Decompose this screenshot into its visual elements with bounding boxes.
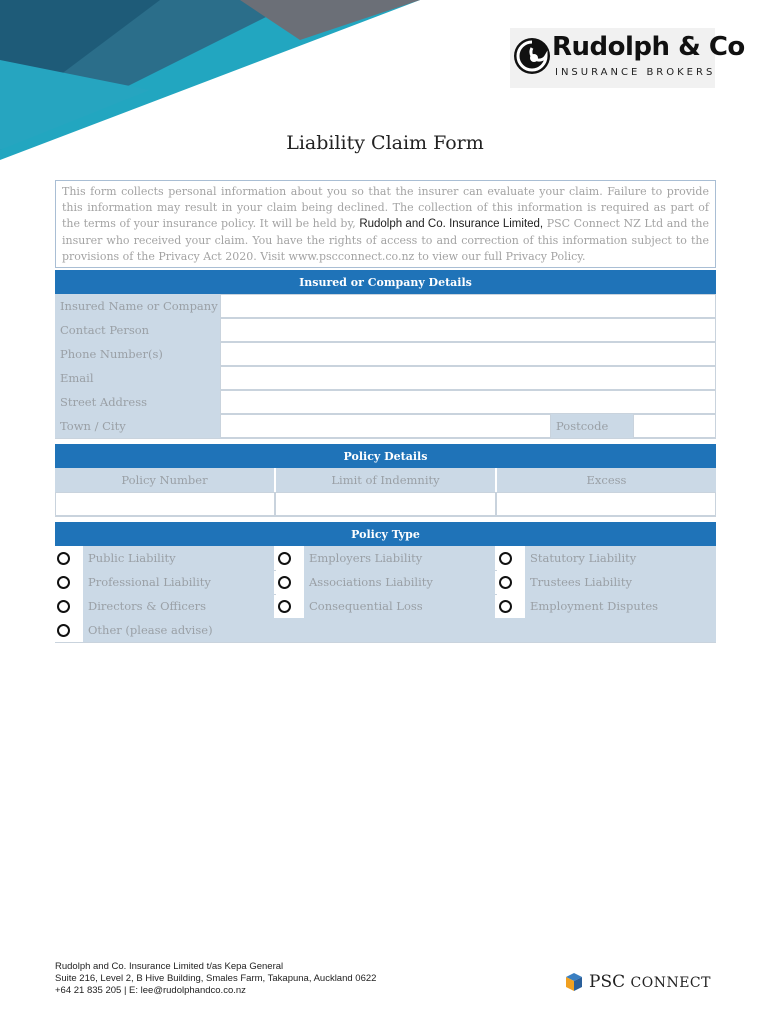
street-address-field[interactable]: [220, 390, 716, 414]
option-other[interactable]: [55, 618, 716, 642]
option-label: Directors & Officers: [88, 599, 207, 613]
privacy-text-after: PSC Connect NZ Ltd and the insurer who received your claim. You have the rights of access to and correction of this information subject to the provisions of the Privacy Act 2020. Visit www.pscconnect.co.nz to view our full Privacy Policy.: [62, 217, 710, 263]
email-row: [55, 366, 716, 391]
policy-type-row: [55, 594, 716, 619]
option-label: Employment Disputes: [530, 599, 659, 613]
option-professional-liability[interactable]: [55, 570, 274, 594]
radio-icon[interactable]: [499, 576, 512, 589]
option-label: Statutory Liability: [530, 551, 637, 565]
town-field[interactable]: [220, 414, 551, 438]
option-label: Trustees Liability: [530, 575, 632, 589]
option-label: Employers Liability: [309, 551, 423, 565]
option-statutory-liability[interactable]: [497, 546, 716, 570]
option-trustees-liability[interactable]: [497, 570, 716, 594]
email-field[interactable]: [220, 366, 716, 390]
radio-icon[interactable]: [278, 576, 291, 589]
option-label: Associations Liability: [309, 575, 433, 589]
radio-icon[interactable]: [57, 576, 70, 589]
radio-icon[interactable]: [499, 600, 512, 613]
option-label: Professional Liability: [88, 575, 211, 589]
footer-line: Suite 216, Level 2, B Hive Building, Smales Farm, Takapuna, Auckland 0622: [55, 973, 377, 984]
policy-details-header: Policy Details: [55, 444, 716, 468]
option-employment-disputes[interactable]: [497, 594, 716, 618]
option-label: Other (please advise): [88, 623, 213, 637]
radio-icon[interactable]: [278, 552, 291, 565]
radio-icon[interactable]: [57, 600, 70, 613]
option-employers-liability[interactable]: [276, 546, 495, 570]
psc-brand: PSC: [589, 972, 626, 992]
option-label: Public Liability: [88, 551, 176, 565]
option-label: Consequential Loss: [309, 599, 423, 613]
policy-number-label: Policy Number: [55, 468, 274, 492]
policy-type-row: [55, 618, 716, 643]
contact-person-label: Contact Person: [55, 318, 220, 342]
rudolph-logo: [510, 28, 745, 88]
swirl-icon: [512, 36, 552, 76]
footer-line: Rudolph and Co. Insurance Limited t/as Kepa General: [55, 961, 284, 972]
option-consequential-loss[interactable]: [276, 594, 495, 618]
policy-type-row: [55, 570, 716, 595]
cube-icon: [565, 972, 583, 992]
phone-label: Phone Number(s): [55, 342, 220, 366]
logo-name: Rudolph & Co: [552, 32, 745, 62]
street-address-label: Street Address: [55, 390, 220, 414]
insurer-name: Rudolph and Co. Insurance Limited,: [359, 218, 544, 231]
insured-name-row: [55, 294, 716, 319]
excess-label: Excess: [497, 468, 716, 492]
option-public-liability[interactable]: [55, 546, 274, 570]
psc-word: CONNECT: [630, 975, 711, 991]
option-associations-liability[interactable]: [276, 570, 495, 594]
option-directors-officers[interactable]: [55, 594, 274, 618]
policy-details-columns: [55, 468, 716, 493]
logo-subtitle: INSURANCE BROKERS: [555, 67, 716, 78]
footer-line: +64 21 835 205 | E: lee@rudolphandco.co.nz: [55, 985, 246, 996]
privacy-notice: [55, 180, 716, 268]
contact-person-field[interactable]: [220, 318, 716, 342]
policy-number-field[interactable]: [55, 492, 275, 516]
radio-icon[interactable]: [499, 552, 512, 565]
limit-of-indemnity-field[interactable]: [275, 492, 496, 516]
privacy-text-before: This form collects personal information about you so that the insurer can evaluate your claim. Failure to provide this information may result in your claim being declined. The collection of this information is required as part of the terms of your insurance policy. It will be held by,: [62, 185, 709, 231]
policy-type-header: Policy Type: [55, 522, 716, 546]
limit-of-indemnity-label: Limit of Indemnity: [276, 468, 495, 492]
phone-field[interactable]: [220, 342, 716, 366]
radio-icon[interactable]: [278, 600, 291, 613]
page-title: Liability Claim Form: [286, 132, 484, 154]
street-address-row: [55, 390, 716, 415]
town-label: Town / City: [55, 414, 220, 438]
excess-field[interactable]: [496, 492, 716, 516]
radio-icon[interactable]: [57, 552, 70, 565]
insured-name-label: Insured Name or Company: [55, 294, 220, 318]
postcode-label: Postcode: [551, 414, 633, 438]
radio-icon[interactable]: [57, 624, 70, 637]
postcode-field[interactable]: [633, 414, 716, 438]
contact-person-row: [55, 318, 716, 343]
policy-details-values: [55, 492, 716, 517]
town-row: [55, 414, 716, 439]
phone-row: [55, 342, 716, 367]
email-label: Email: [55, 366, 220, 390]
insured-section-header: Insured or Company Details: [55, 270, 716, 294]
policy-type-row: [55, 546, 716, 571]
footer-address: [55, 961, 376, 997]
insured-name-field[interactable]: [220, 294, 716, 318]
psc-connect-logo: [565, 972, 711, 992]
